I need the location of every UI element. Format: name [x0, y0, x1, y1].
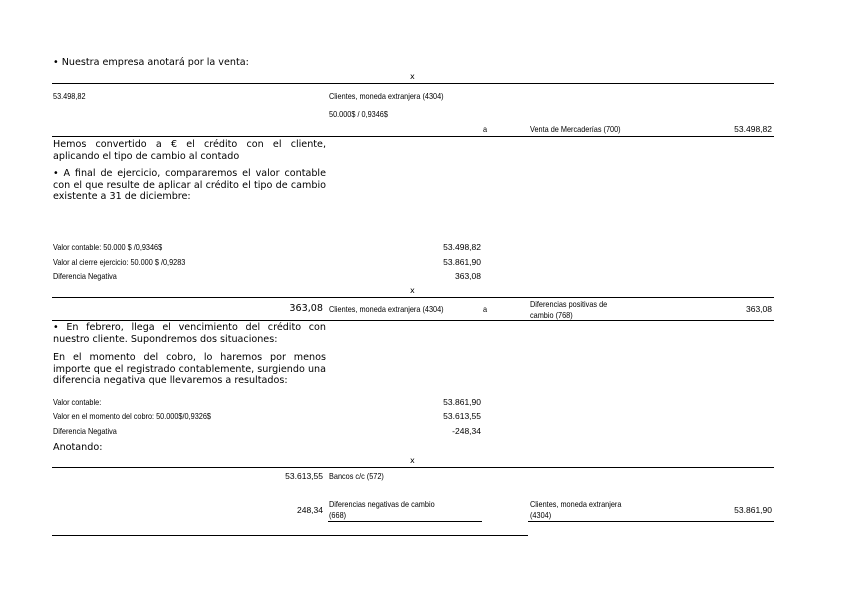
debit-account-line1: Diferencias negativas de cambio: [329, 499, 435, 509]
debit-amount: 53.613,55: [285, 471, 323, 481]
calc-row-value: 53.613,55: [443, 411, 481, 421]
credit-account: Venta de Mercaderías (700): [530, 124, 621, 134]
credit-amount: 53.498,82: [734, 124, 772, 134]
debit-account: Bancos c/c (572): [329, 471, 384, 481]
credit-account-line1: Diferencias positivas de: [530, 299, 608, 309]
x-mark: x: [410, 286, 415, 295]
account-underline: [528, 521, 774, 522]
calc-row-value: 363,08: [455, 271, 481, 281]
account-underline: [328, 521, 482, 522]
credit-amount: 363,08: [746, 304, 772, 314]
calc-row-value: 53.861,90: [443, 257, 481, 267]
x-mark: x: [410, 72, 415, 81]
paragraph-collection: En el momento del cobro, lo haremos por menos importe que el registrado contablemente, surgiendo una diferencia negativa que llevaremos a resultados:: [53, 352, 326, 386]
debit-amount: 363,08: [289, 303, 323, 314]
calc-note: 50.000$ / 0,9346$: [329, 109, 388, 119]
debit-account-line2: (668): [329, 510, 347, 520]
a-label: a: [483, 124, 488, 134]
calc-row-label: Valor contable: 50.000 $ /0,9346$: [53, 242, 163, 252]
paragraph-converted: Hemos convertido a € el crédito con el cliente, aplicando el tipo de cambio al contado: [53, 139, 326, 162]
credit-account-line2: cambio (768): [530, 310, 573, 320]
journal-rule: [52, 83, 774, 84]
journal-rule: [52, 297, 774, 298]
journal-rule: [52, 467, 774, 468]
calc-row-label: Diferencia Negativa: [53, 426, 117, 436]
calc-row-label: Valor contable:: [53, 397, 102, 407]
credit-amount: 53.861,90: [734, 505, 772, 515]
calc-row-value: -248,34: [452, 426, 481, 436]
debit-amount: 248,34: [297, 505, 323, 515]
credit-account-line1: Clientes, moneda extranjera: [530, 499, 622, 509]
a-label: a: [483, 304, 488, 314]
journal-rule: [52, 136, 774, 137]
calc-row-label: Valor al cierre ejercicio: 50.000 $ /0,9283: [53, 257, 186, 267]
calc-row-label: Diferencia Negativa: [53, 271, 117, 281]
credit-account-line2: (4304): [530, 510, 552, 520]
calc-row-label: Valor en el momento del cobro: 50.000$/0,9326$: [53, 411, 211, 421]
journal-rule: [52, 320, 774, 321]
debit-account: Clientes, moneda extranjera (4304): [329, 91, 444, 101]
calc-row-value: 53.498,82: [443, 242, 481, 252]
intro-bullet: • Nuestra empresa anotará por la venta:: [53, 57, 249, 68]
closing-rule: [52, 535, 528, 536]
calc-row-value: 53.861,90: [443, 397, 481, 407]
anotando-label: Anotando:: [53, 442, 103, 453]
x-mark: x: [410, 456, 415, 465]
debit-amount: 53.498,82: [53, 91, 86, 101]
paragraph-year-end: • A final de ejercicio, compararemos el valor contable con el que resulte de aplicar al crédito el tipo de cambio existente a 31 de diciembre:: [53, 168, 326, 202]
paragraph-february: • En febrero, llega el vencimiento del crédito con nuestro cliente. Supondremos dos situaciones:: [53, 322, 326, 345]
debit-account: Clientes, moneda extranjera (4304): [329, 304, 444, 314]
